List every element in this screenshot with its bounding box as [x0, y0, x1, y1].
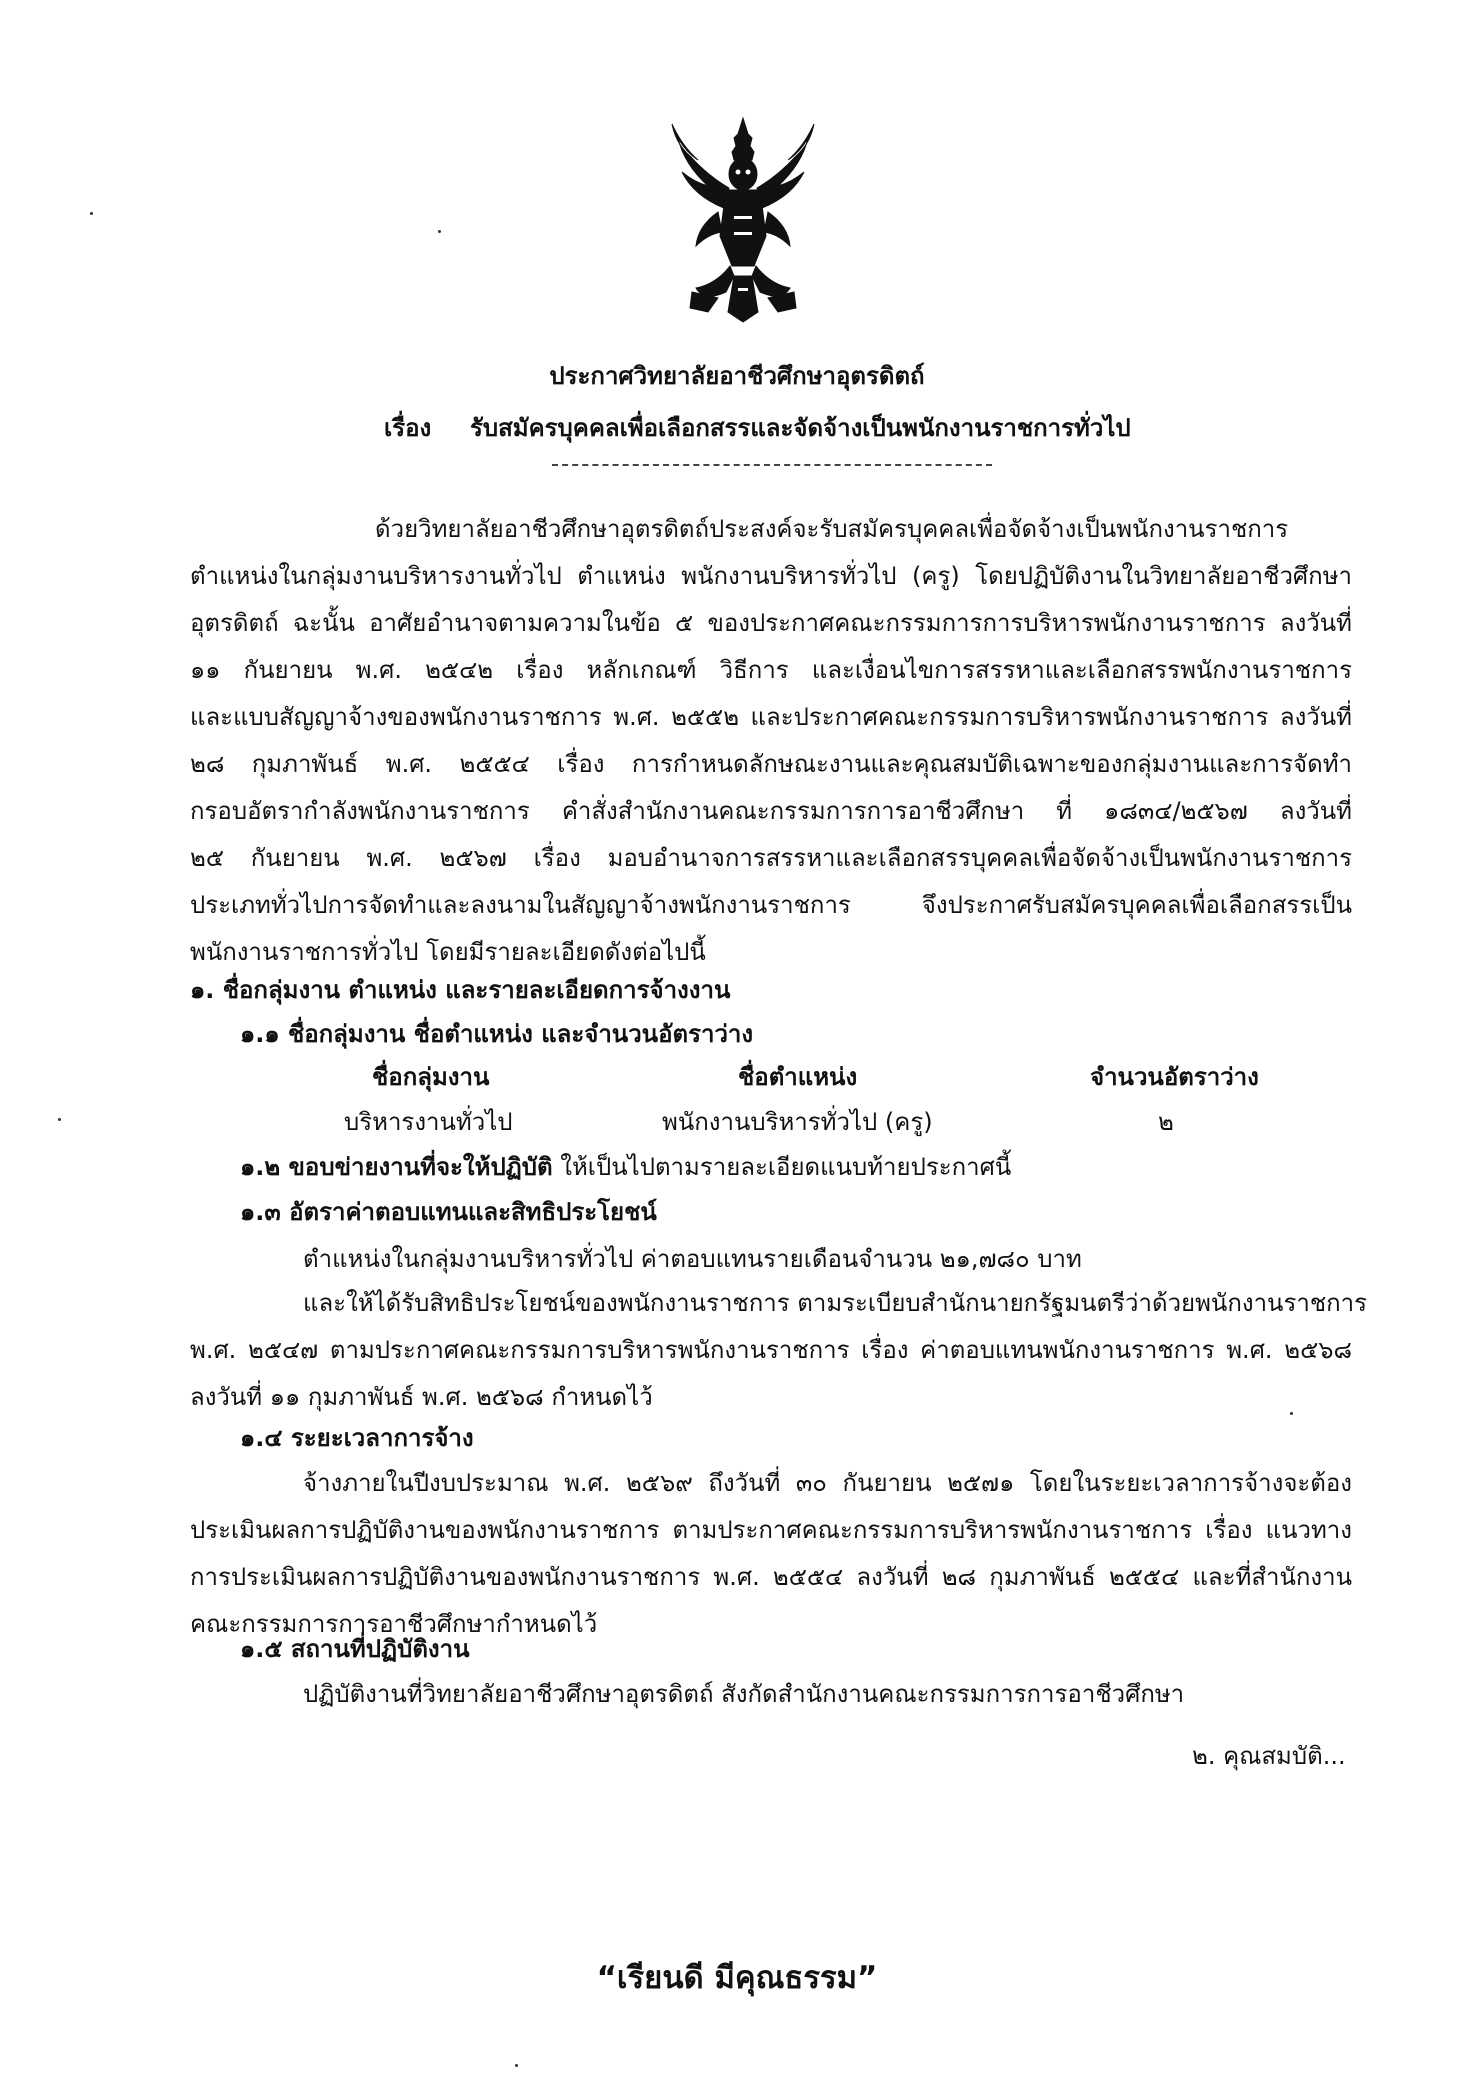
table-header-group: ชื่อกลุ่มงาน: [372, 1063, 490, 1091]
footer-motto: “เรียนดี มีคุณธรรม”: [596, 1960, 878, 1996]
section-1-heading: ๑. ชื่อกลุ่มงาน ตำแหน่ง และรายละเอียดการจ้างงาน: [190, 976, 731, 1004]
table-header-vacancies: จำนวนอัตราว่าง: [1090, 1063, 1259, 1091]
intro-line: ๑๑ กันยายน พ.ศ. ๒๕๔๒ เรื่อง หลักเกณฑ์ วิธีการ และเงื่อนไขการสรรหาและเลือกสรรพนักงานราชการ: [190, 656, 1352, 684]
table-cell-position: พนักงานบริหารทั่วไป (ครู): [662, 1108, 933, 1136]
intro-line: ด้วยวิทยาลัยอาชีวศึกษาอุตรดิตถ์ประสงค์จะรับสมัครบุคคลเพื่อจัดจ้างเป็นพนักงานราชการ: [375, 515, 1289, 543]
garuda-emblem: [668, 116, 818, 324]
section-1-4-line: คณะกรรมการการอาชีวศึกษากำหนดไว้: [190, 1610, 598, 1638]
intro-line: ๒๘ กุมภาพันธ์ พ.ศ. ๒๕๕๔ เรื่อง การกำหนดลักษณะงานและคุณสมบัติเฉพาะของกลุ่มงานและการจัดทำ: [190, 750, 1352, 778]
intro-line: กรอบอัตรากำลังพนักงานราชการ คำสั่งสำนักงานคณะกรรมการการอาชีวศึกษา ที่ ๑๘๓๔/๒๕๖๗ ลงวันที่: [190, 797, 1352, 825]
section-1-4-heading: ๑.๔ ระยะเวลาการจ้าง: [240, 1424, 474, 1452]
section-1-4-line: การประเมินผลการปฏิบัติงานของพนักงานราชการ พ.ศ. ๒๕๕๔ ลงวันที่ ๒๘ กุมภาพันธ์ ๒๕๕๔ และที่สำนักงาน: [190, 1563, 1352, 1591]
section-1-5-heading: ๑.๕ สถานที่ปฏิบัติงาน: [240, 1635, 470, 1663]
section-1-1-heading: ๑.๑ ชื่อกลุ่มงาน ชื่อตำแหน่ง และจำนวนอัตราว่าง: [240, 1020, 754, 1048]
table-cell-vacancies: ๒: [1158, 1108, 1174, 1136]
table-cell-group: บริหารงานทั่วไป: [344, 1108, 513, 1136]
intro-paragraph: [190, 506, 1352, 976]
section-1-4-paragraph: [190, 1460, 1352, 1648]
section-1-2-heading: ๑.๒ ขอบข่ายงานที่จะให้ปฏิบัติ: [240, 1153, 553, 1181]
announcement-title: ประกาศวิทยาลัยอาชีวศึกษาอุตรดิตถ์: [549, 362, 925, 390]
intro-line: อุตรดิตถ์ ฉะนั้น อาศัยอำนาจตามความในข้อ ๕ ของประกาศคณะกรรมการการบริหารพนักงานราชการ ลงวันที่: [190, 609, 1352, 637]
intro-line: ประเภททั่วไปการจัดทำและลงนามในสัญญาจ้างพนักงานราชการ จึงประกาศรับสมัครบุคคลเพื่อเลือกสรรเป็น: [190, 891, 1352, 919]
section-1-3-heading: ๑.๓ อัตราค่าตอบแทนและสิทธิประโยชน์: [240, 1198, 657, 1226]
scan-speck: [90, 212, 93, 215]
title-divider: [552, 464, 992, 466]
subject-text: รับสมัครบุคคลเพื่อเลือกสรรและจัดจ้างเป็นพนักงานราชการทั่วไป: [470, 414, 1131, 442]
section-1-3-line: ตำแหน่งในกลุ่มงานบริหารทั่วไป ค่าตอบแทนรายเดือนจำนวน ๒๑,๗๘๐ บาท: [303, 1245, 1082, 1273]
scan-speck: [515, 2064, 518, 2067]
scan-speck: [1290, 1412, 1293, 1415]
scan-speck: [438, 230, 441, 233]
section-1-4-line: จ้างภายในปีงบประมาณ พ.ศ. ๒๕๖๙ ถึงวันที่ ๓๐ กันยายน ๒๕๗๑ โดยในระยะเวลาการจ้างจะต้อง: [303, 1469, 1352, 1497]
intro-line: ตำแหน่งในกลุ่มงานบริหารงานทั่วไป ตำแหน่ง พนักงานบริหารทั่วไป (ครู) โดยปฏิบัติงานในวิทยาลัยอาชีวศึกษา: [190, 562, 1352, 590]
intro-line: พนักงานราชการทั่วไป โดยมีรายละเอียดดังต่อไปนี้: [190, 938, 706, 966]
section-1-5-text: ปฏิบัติงานที่วิทยาลัยอาชีวศึกษาอุตรดิตถ์ สังกัดสำนักงานคณะกรรมการการอาชีวศึกษา: [303, 1680, 1185, 1708]
section-1-2: [240, 1145, 1011, 1189]
section-1-4-line: ประเมินผลการปฏิบัติงานของพนักงานราชการ ตามประกาศคณะกรรมการบริหารพนักงานราชการ เรื่อง แนวทาง: [190, 1516, 1352, 1544]
section-1-3-line: ลงวันที่ ๑๑ กุมภาพันธ์ พ.ศ. ๒๕๖๘ กำหนดไว้: [190, 1383, 653, 1411]
section-1-3-paragraph: [190, 1280, 1368, 1421]
continuation-note: ๒. คุณสมบัติ...: [1192, 1742, 1346, 1770]
section-1-3-line: พ.ศ. ๒๕๔๗ ตามประกาศคณะกรรมการบริหารพนักงานราชการ เรื่อง ค่าตอบแทนพนักงานราชการ พ.ศ. ๒๕๖๘: [190, 1336, 1352, 1364]
intro-line: และแบบสัญญาจ้างของพนักงานราชการ พ.ศ. ๒๕๕๒ และประกาศคณะกรรมการบริหารพนักงานราชการ ลงวันที่: [190, 703, 1352, 731]
table-header-position: ชื่อตำแหน่ง: [738, 1063, 858, 1091]
section-1-2-text: ให้เป็นไปตามรายละเอียดแนบท้ายประกาศนี้: [560, 1153, 1012, 1181]
section-1-3-line: และให้ได้รับสิทธิประโยชน์ของพนักงานราชการ ตามระเบียบสำนักนายกรัฐมนตรีว่าด้วยพนักงานราชการ: [303, 1289, 1368, 1317]
scan-speck: [58, 1118, 61, 1121]
intro-line: ๒๕ กันยายน พ.ศ. ๒๕๖๗ เรื่อง มอบอำนาจการสรรหาและเลือกสรรบุคคลเพื่อจัดจ้างเป็นพนักงานราชการ: [190, 844, 1352, 872]
subject-label: เรื่อง: [384, 414, 432, 442]
